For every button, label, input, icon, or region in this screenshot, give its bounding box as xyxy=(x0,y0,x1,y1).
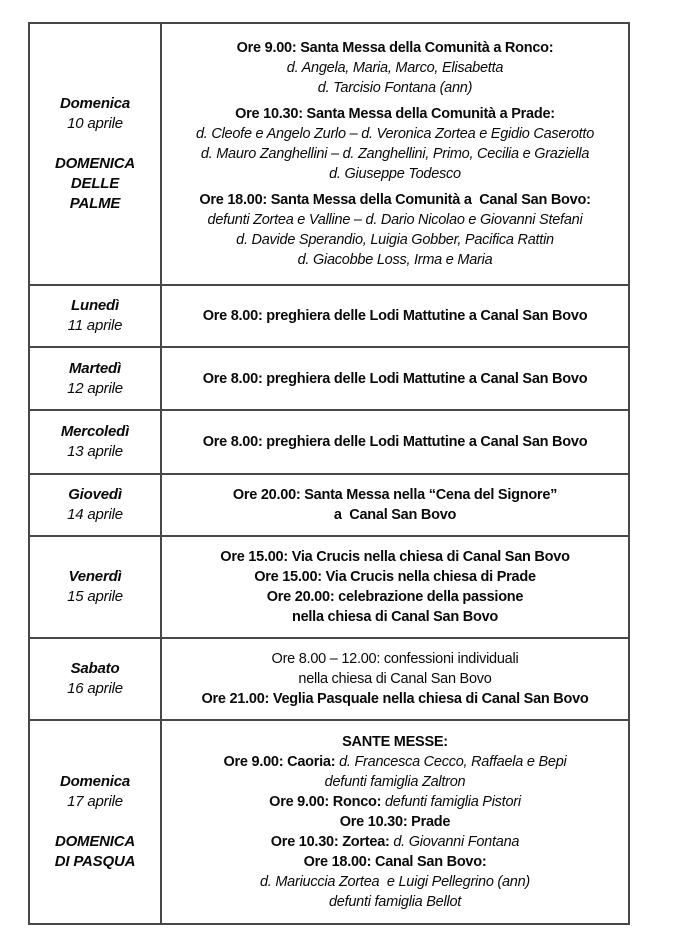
table-row xyxy=(29,474,629,536)
event-block xyxy=(164,485,626,525)
schedule-table xyxy=(28,22,630,925)
event-text: d. Tarcisio Fontana (ann) xyxy=(317,80,473,96)
event-block xyxy=(164,306,626,326)
event-text: a Canal San Bovo xyxy=(333,507,457,523)
day-name: Mercoledì xyxy=(60,423,130,440)
day-name: Giovedì xyxy=(68,486,122,503)
table-row xyxy=(29,410,629,474)
event-line xyxy=(164,689,626,709)
event-text: d. Giacobbe Loss, Irma e Maria xyxy=(297,252,493,268)
day-cell xyxy=(29,347,161,410)
event-text: Ore 10.30: Prade xyxy=(339,814,451,830)
event-line xyxy=(164,38,626,58)
event-line xyxy=(164,306,626,326)
events-cell xyxy=(161,474,629,536)
event-line xyxy=(164,432,626,452)
day-date: 16 aprile xyxy=(67,680,123,697)
event-block xyxy=(164,732,626,912)
event-line xyxy=(164,812,626,832)
table-row xyxy=(29,720,629,924)
event-block xyxy=(164,547,626,627)
event-text: nella chiesa di Canal San Bovo xyxy=(298,671,492,687)
day-cell xyxy=(29,474,161,536)
event-block xyxy=(164,104,626,184)
event-line xyxy=(164,732,626,752)
event-line xyxy=(164,230,626,250)
event-text: Ore 20.00: Santa Messa nella “Cena del Signore” xyxy=(232,487,558,503)
event-line xyxy=(164,792,626,812)
day-cell xyxy=(29,536,161,638)
event-text: Ore 15.00: Via Crucis nella chiesa di Canal San Bovo xyxy=(220,549,570,565)
day-name: Sabato xyxy=(70,660,120,677)
event-block xyxy=(164,432,626,452)
day-cell xyxy=(29,285,161,347)
event-line xyxy=(164,505,626,525)
event-line xyxy=(164,210,626,230)
table-row xyxy=(29,536,629,638)
day-cell xyxy=(29,410,161,474)
event-text: Ore 8.00: preghiera delle Lodi Mattutine a Canal San Bovo xyxy=(202,308,588,324)
event-text: Ore 18.00: Canal San Bovo: xyxy=(303,854,487,870)
event-line xyxy=(164,669,626,689)
day-name: Venerdì xyxy=(68,568,122,585)
day-date: 14 aprile xyxy=(67,506,123,523)
event-line xyxy=(164,649,626,669)
event-text: Ore 10.30: Santa Messa della Comunità a Prade: xyxy=(235,106,555,122)
event-line xyxy=(164,567,626,587)
event-line xyxy=(164,250,626,270)
feast-name xyxy=(32,832,158,872)
day-date: 12 aprile xyxy=(67,379,123,397)
day-cell xyxy=(29,23,161,285)
event-line xyxy=(164,587,626,607)
events-cell xyxy=(161,285,629,347)
event-line xyxy=(164,892,626,912)
event-text: Ore 15.00: Via Crucis nella chiesa di Prade xyxy=(254,569,536,585)
event-text: Ore 9.00: Caoria: xyxy=(223,754,340,770)
event-text: Ore 20.00: celebrazione della passione xyxy=(266,589,524,605)
event-line xyxy=(164,485,626,505)
event-line xyxy=(164,58,626,78)
event-text: d. Giuseppe Todesco xyxy=(329,166,461,182)
event-text: Ore 8.00: preghiera delle Lodi Mattutine a Canal San Bovo xyxy=(202,434,588,450)
event-line xyxy=(164,78,626,98)
event-line xyxy=(164,752,626,772)
events-cell xyxy=(161,23,629,285)
event-text: Ore 9.00: Ronco: xyxy=(269,794,385,810)
event-text: SANTE MESSE: xyxy=(342,734,448,750)
event-text: d. Francesca Cecco, Raffaela e Bepi xyxy=(339,754,567,770)
event-line xyxy=(164,369,626,389)
table-row xyxy=(29,347,629,410)
day-cell xyxy=(29,720,161,924)
event-text: defunti Zortea e Valline – d. Dario Nicolao e Giovanni Stefani xyxy=(207,212,583,228)
event-text: Ore 8.00 – 12.00: confessioni individuali xyxy=(271,651,519,667)
event-line xyxy=(164,164,626,184)
day-date: 15 aprile xyxy=(67,588,123,605)
event-line xyxy=(164,124,626,144)
feast-name xyxy=(32,154,158,214)
schedule-table-body xyxy=(29,23,629,924)
event-block xyxy=(164,649,626,709)
event-text: nella chiesa di Canal San Bovo xyxy=(291,609,499,625)
event-line xyxy=(164,772,626,792)
event-text: d. Davide Sperandio, Luigia Gobber, Pacifica Rattin xyxy=(236,232,554,248)
event-line xyxy=(164,144,626,164)
event-text: defunti famiglia Bellot xyxy=(328,894,462,910)
event-line xyxy=(164,190,626,210)
day-date: 10 aprile xyxy=(67,115,123,132)
feast-line: DOMENICA xyxy=(54,155,136,172)
events-cell xyxy=(161,410,629,474)
event-line xyxy=(164,104,626,124)
day-name: Lunedì xyxy=(71,297,119,314)
day-name: Domenica xyxy=(59,773,131,790)
table-row xyxy=(29,638,629,720)
events-cell xyxy=(161,536,629,638)
event-text: Ore 8.00: preghiera delle Lodi Mattutine a Canal San Bovo xyxy=(202,370,588,387)
feast-line: DOMENICA xyxy=(54,833,136,850)
day-name: Martedì xyxy=(69,359,121,377)
event-text: d. Mariuccia Zortea e Luigi Pellegrino (ann) xyxy=(259,874,531,890)
event-text: defunti famiglia Zaltron xyxy=(324,774,466,790)
day-date: 13 aprile xyxy=(67,443,123,460)
event-text: d. Giovanni Fontana xyxy=(393,834,520,850)
event-text: d. Mauro Zanghellini – d. Zanghellini, Primo, Cecilia e Graziella xyxy=(200,146,590,162)
event-text: Ore 10.30: Zortea: xyxy=(270,834,394,850)
table-row xyxy=(29,285,629,347)
event-block xyxy=(164,369,626,389)
event-text: defunti famiglia Pistori xyxy=(384,794,521,810)
event-text: d. Angela, Maria, Marco, Elisabetta xyxy=(286,60,504,76)
event-line xyxy=(164,832,626,852)
event-text: Ore 18.00: Santa Messa della Comunità a Canal San Bovo: xyxy=(199,192,591,208)
event-line xyxy=(164,872,626,892)
event-block xyxy=(164,38,626,98)
day-cell xyxy=(29,638,161,720)
event-text: Ore 21.00: Veglia Pasquale nella chiesa di Canal San Bovo xyxy=(201,691,589,707)
feast-line: PALME xyxy=(69,195,121,212)
feast-line: DI PASQUA xyxy=(54,853,136,870)
event-line xyxy=(164,607,626,627)
day-name: Domenica xyxy=(59,95,131,112)
table-row xyxy=(29,23,629,285)
event-text: Ore 9.00: Santa Messa della Comunità a Ronco: xyxy=(236,40,554,56)
events-cell xyxy=(161,720,629,924)
feast-line: DELLE xyxy=(70,175,120,192)
day-date: 11 aprile xyxy=(67,317,123,334)
event-line xyxy=(164,547,626,567)
events-cell xyxy=(161,347,629,410)
events-cell xyxy=(161,638,629,720)
event-line xyxy=(164,852,626,872)
day-date: 17 aprile xyxy=(67,793,123,810)
event-block xyxy=(164,190,626,270)
event-text: d. Cleofe e Angelo Zurlo – d. Veronica Zortea e Egidio Caserotto xyxy=(195,126,595,142)
